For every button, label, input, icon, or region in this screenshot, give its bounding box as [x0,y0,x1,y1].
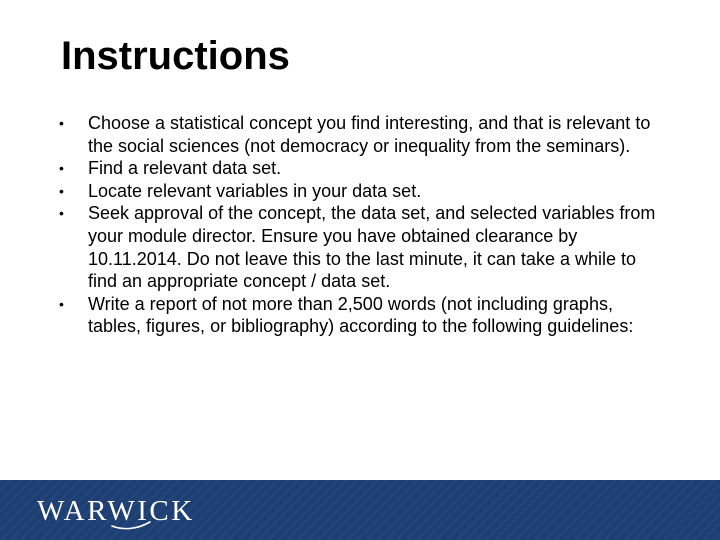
bullet-dot-icon: • [59,295,64,312]
bullet-dot-icon: • [59,115,64,131]
list-item [57,157,667,180]
list-item [57,180,667,203]
list-item-text: Seek approval of the concept, the data set, and selected variables from your module director. Ensure you have obtained clearance by 10.11.2014. Do not leave this to the last minute, it can take a while to find an appropriate concept / data set. [88,203,656,292]
logo-flourish-icon [110,520,152,530]
bullet-dot-icon: • [59,205,64,222]
bullet-dot-icon: • [59,160,64,177]
list-item [57,293,667,338]
list-item [57,202,667,292]
list-item-text: Choose a statistical concept you find interesting, and that is relevant to the social sciences (not democracy or inequality from the seminars). [88,113,651,156]
instructions-list [57,112,667,338]
list-item-text: Write a report of not more than 2,500 words (not including graphs, tables, figures, or bibliography) according to the following guidelines: [88,293,634,337]
warwick-logo: WARWICK [37,495,195,527]
bullet-dot-icon: • [59,182,64,199]
list-item [57,112,667,157]
slide-title: Instructions [61,34,290,78]
list-item-text: Find a relevant data set. [88,158,282,179]
list-item-text: Locate relevant variables in your data set. [88,180,422,201]
